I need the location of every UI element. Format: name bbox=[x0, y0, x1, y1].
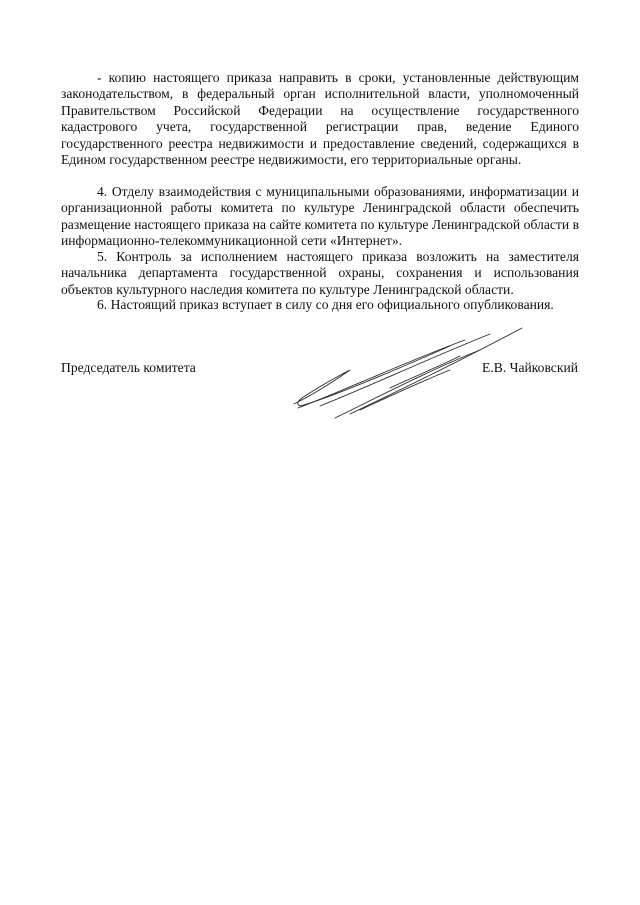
paragraph-item-6: 6. Настоящий приказ вступает в силу со дня его официального опубликования. bbox=[97, 297, 554, 312]
paragraph-send-copy: - копию настоящего приказа направить в сроки, установленные действующим законодательством, в федеральный орган исполнительной власти, уполномоченный Правительством Российской Федерации на осуществление государственного кадастрового учета, государственной регистрации прав, ведение Единого государственного реестра недвижимости и предоставление сведений, содержащихся в Едином государственном реестре недвижимости, его территориальные органы. bbox=[61, 70, 579, 168]
paragraph-item-5: 5. Контроль за исполнением настоящего приказа возложить на заместителя начальника департамента государственной охраны, сохранения и использования объектов культурного наследия комитета по культуре Ленинградской области. bbox=[61, 249, 579, 297]
paragraph-item-4: 4. Отделу взаимодействия с муниципальными образованиями, информатизации и организационной работы комитета по культуре Ленинградской области обеспечить размещение настоящего приказа на сайте комитета по культуре Ленинградской области в информационно-телекоммуникационной сети «Интернет». bbox=[61, 184, 579, 249]
signatory-title: Председатель комитета bbox=[61, 360, 196, 375]
signatory-name: Е.В. Чайковский bbox=[482, 360, 578, 375]
